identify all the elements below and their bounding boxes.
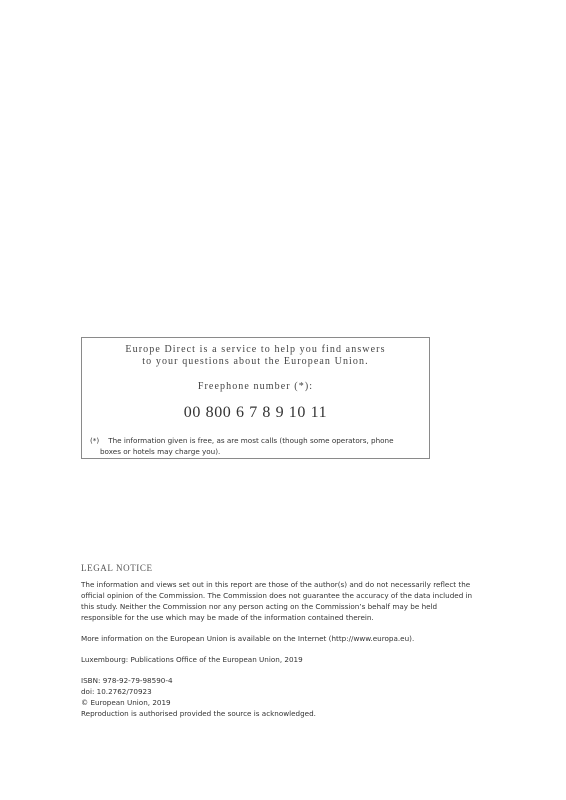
disclaimer-line: The information and views set out in this report are those of the author(s) and do not necessarily reflect the	[81, 580, 471, 589]
freephone-note	[90, 435, 425, 457]
note-line-1: The information given is free, as are most calls (though some operators, phone	[108, 436, 394, 445]
europe-direct-service-text	[82, 344, 429, 368]
freephone-label: Freephone number (*):	[197, 381, 314, 392]
europe-direct-box	[81, 337, 430, 459]
disclaimer-line: responsible for the use which may be made of the information contained therein.	[81, 613, 374, 622]
doi-text: doi: 10.2762/70923	[81, 687, 152, 696]
publication-details	[81, 675, 501, 719]
reproduction-text: Reproduction is authorised provided the source is acknowledged.	[81, 709, 316, 718]
freephone-number: 00 800 6 7 8 9 10 11	[183, 404, 328, 421]
legal-notice-heading: LEGAL NOTICE	[81, 563, 153, 573]
isbn-text: ISBN: 978-92-79-98590-4	[81, 676, 173, 685]
copyright-text: © European Union, 2019	[81, 698, 171, 707]
service-line-2: to your questions about the European Union.	[142, 356, 369, 367]
disclaimer-line: official opinion of the Commission. The Commission does not guarantee the accuracy of the data included in	[81, 591, 473, 600]
note-line-2: boxes or hotels may charge you).	[100, 447, 221, 456]
service-line-1: Europe Direct is a service to help you find answers	[125, 344, 386, 355]
publisher-text: Luxembourg: Publications Office of the European Union, 2019	[81, 655, 303, 664]
legal-notice-section	[81, 563, 501, 729]
disclaimer-line: this study. Neither the Commission nor any person acting on the Commission’s behalf may be held	[81, 602, 438, 611]
note-marker: (*)	[90, 436, 100, 445]
more-info-text: More information on the European Union is available on the Internet (http://www.europa.eu).	[81, 634, 415, 643]
legal-disclaimer	[81, 579, 501, 623]
